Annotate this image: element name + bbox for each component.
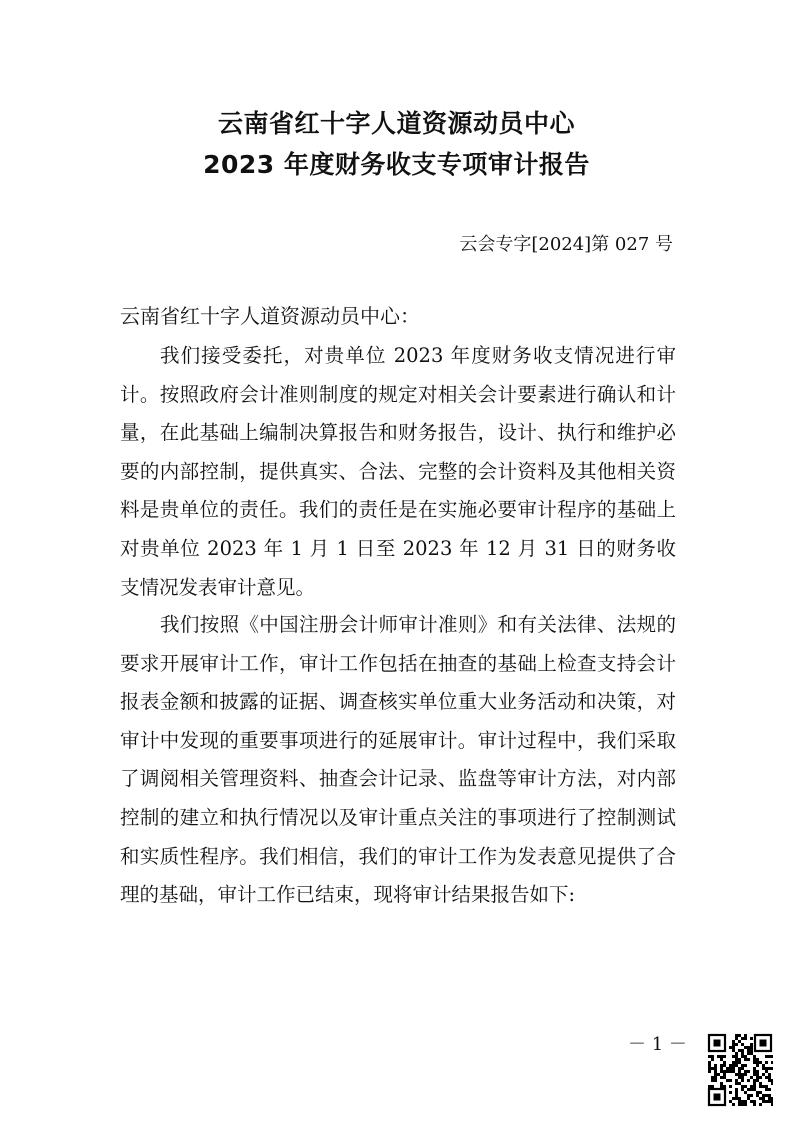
page-number: － 1 －	[628, 1034, 687, 1055]
qr-code-icon	[707, 1033, 773, 1107]
document-number: 云会专字[2024]第 027 号	[459, 234, 673, 255]
body-paragraph-2: 我们按照《中国注册会计师审计准则》和有关法律、法规的要求开展审计工作，审计工作包括在抽查的基础上检查支持会计报表金额和披露的证据、调查核实单位重大业务活动和决策，对审计中发现的重要事项进行的延展审计。审计过程中，我们采取了调阅相关管理资料、抽查会计记录、监盘等审计方法，对内部控制的建立和执行情况以及审计重点关注的事项进行了控制测试和实质性程序。我们相信，我们的审计工作为发表意见提供了合理的基础，审计工作已结束，现将审计结果报告如下:	[120, 613, 676, 907]
salutation: 云南省红十字人道资源动员中心：	[120, 304, 420, 328]
body-paragraph-1: 我们接受委托，对贵单位 2023 年度财务收支情况进行审计。按照政府会计准则制度的规定对相关会计要素进行确认和计量，在此基础上编制决算报告和财务报告，设计、执行和维护必要的内部控制，提供真实、合法、完整的会计资料及其他相关资料是贵单位的责任。我们的责任是在实施必要审计程序的基础上对贵单位 2023 年 1 月 1 日至 2023 年 12 月 31 日的财务收支情况发表审计意见。	[120, 344, 676, 599]
report-title-line-1: 云南省红十字人道资源动员中心	[217, 109, 575, 138]
report-title-line-2: 2023 年度财务收支专项审计报告	[203, 150, 590, 179]
